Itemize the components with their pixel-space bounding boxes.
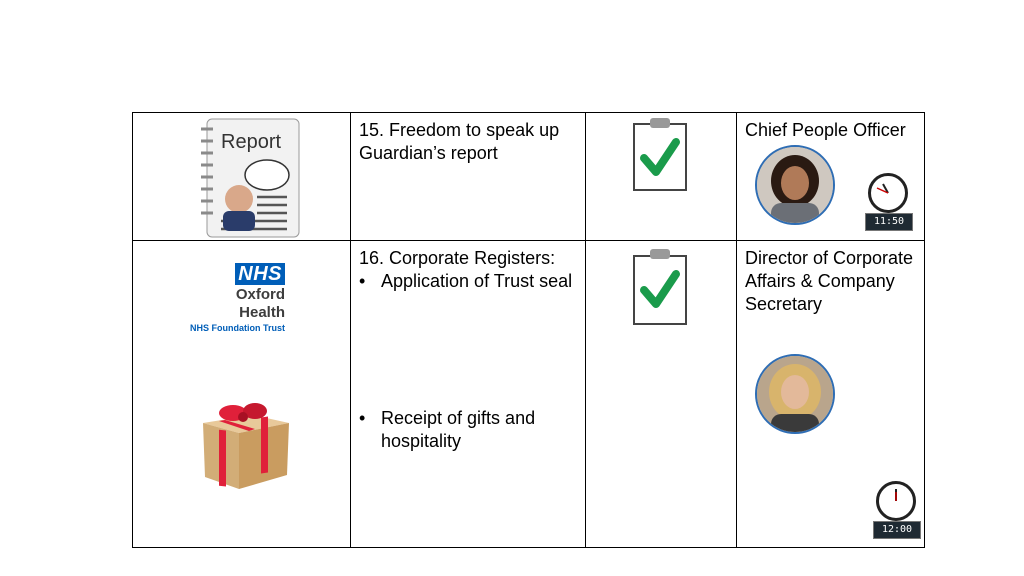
image-cell bbox=[133, 113, 351, 241]
report-notepad-icon bbox=[201, 117, 305, 241]
clock-icon bbox=[865, 173, 913, 231]
owner-name: Director of Corporate Affairs & Company Secretary bbox=[745, 248, 914, 314]
nhs-mark: NHS bbox=[235, 263, 285, 285]
bullet-item: • Receipt of gifts and hospitality bbox=[351, 401, 585, 453]
owner-cell bbox=[737, 113, 925, 241]
image-cell bbox=[133, 241, 351, 548]
clock-time: 11:50 bbox=[865, 213, 913, 231]
gift-box-icon bbox=[193, 393, 293, 493]
bullet-item: • Application of Trust seal bbox=[359, 271, 573, 291]
owner-name: Chief People Officer bbox=[745, 120, 906, 140]
checkmark-clipboard-icon bbox=[632, 246, 688, 326]
logo-org-name: Oxford Health bbox=[235, 286, 285, 321]
bullet-text: Receipt of gifts and hospitality bbox=[381, 408, 536, 451]
checkmark-clipboard-icon bbox=[632, 116, 688, 192]
table-row bbox=[133, 113, 925, 241]
owner-cell bbox=[737, 241, 925, 548]
avatar bbox=[755, 145, 835, 225]
status-cell bbox=[586, 113, 737, 241]
clock-time: 12:00 bbox=[873, 521, 921, 539]
clock-icon bbox=[873, 481, 921, 539]
status-cell bbox=[586, 241, 737, 548]
report-label: Report bbox=[221, 131, 282, 153]
agenda-table bbox=[132, 112, 925, 548]
bullet-text: Application of Trust seal bbox=[381, 271, 573, 291]
nhs-logo bbox=[189, 263, 285, 334]
table-row bbox=[133, 241, 925, 548]
avatar bbox=[755, 354, 835, 434]
item-title: 15. Freedom to speak up Guardian’s report bbox=[359, 120, 560, 163]
logo-org-sub: NHS Foundation Trust bbox=[190, 323, 285, 333]
item-cell bbox=[351, 241, 586, 548]
item-title: 16. Corporate Registers: bbox=[359, 248, 556, 268]
item-cell bbox=[351, 113, 586, 241]
